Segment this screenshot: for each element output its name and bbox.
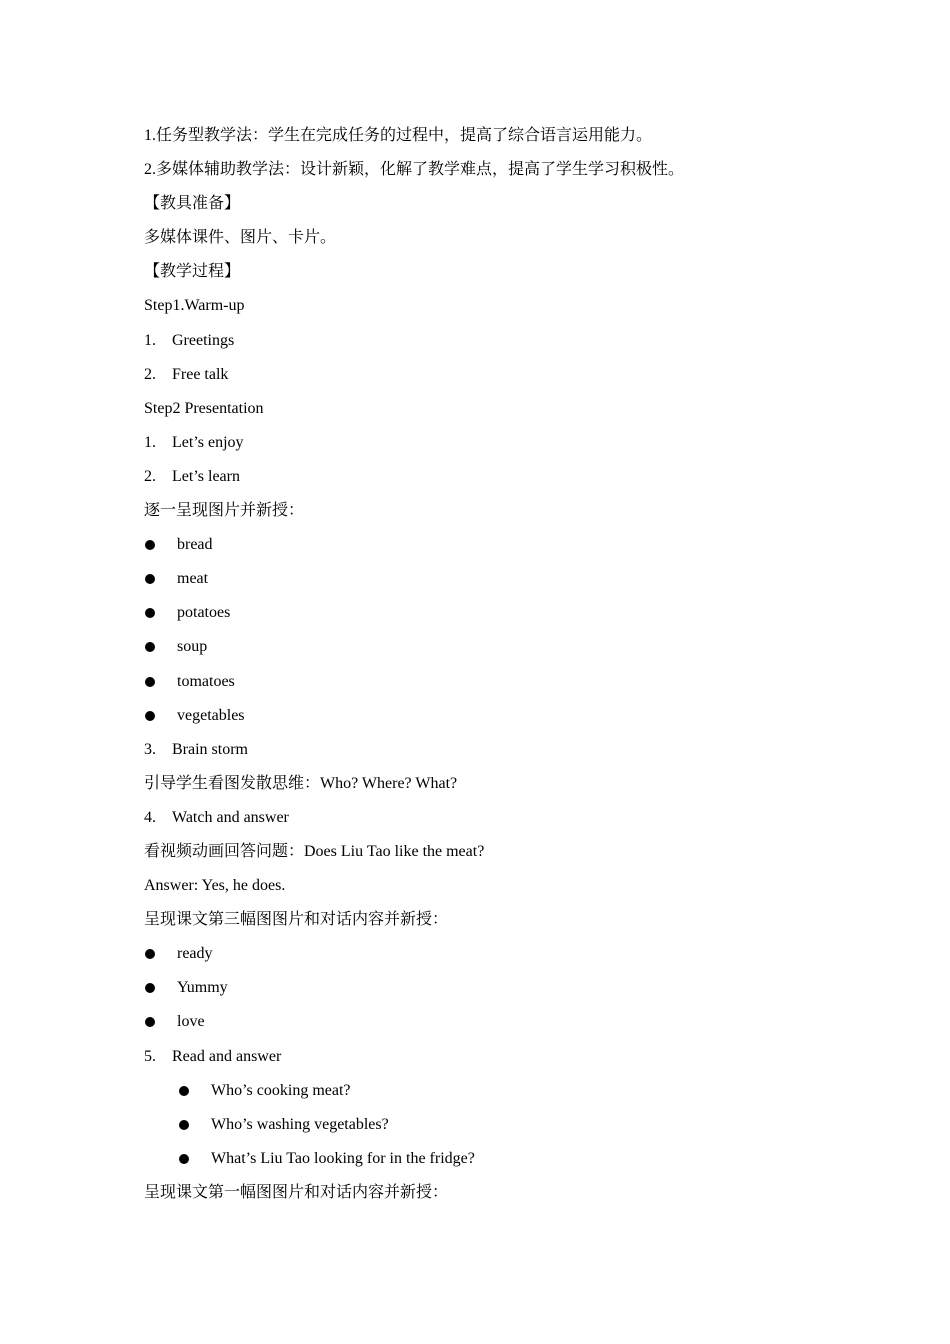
bullet-icon — [179, 1086, 189, 1096]
step2-item-watch — [144, 806, 824, 840]
word-bullet-item — [144, 976, 824, 1010]
item-number: 3. — [144, 740, 156, 758]
item-number: 1. — [144, 331, 156, 349]
question-bullet-item — [144, 1079, 824, 1113]
question-bullet-item — [144, 1147, 824, 1181]
word-bullet-item — [144, 533, 824, 567]
step2-item-brain-storm — [144, 738, 824, 772]
bullet-icon — [179, 1154, 189, 1164]
item-number: 2. — [144, 467, 156, 485]
word-text: bread — [177, 536, 213, 554]
step1-title: Step1.Warm-up — [144, 297, 245, 315]
bullet-icon — [145, 677, 155, 687]
bullet-icon — [145, 608, 155, 618]
watch-answer: Answer: Yes, he does. — [144, 877, 286, 895]
bullet-icon — [145, 949, 155, 959]
question-text: What’s Liu Tao looking for in the fridge? — [211, 1149, 475, 1167]
word-text: potatoes — [177, 604, 231, 622]
bullet-icon — [145, 1017, 155, 1027]
item-text: Free talk — [172, 365, 229, 383]
word-bullet-item — [144, 635, 824, 669]
item-number: 1. — [144, 433, 156, 451]
item-text: Greetings — [172, 331, 235, 349]
tools-text: 多媒体课件、图片、卡片。 — [144, 229, 337, 247]
process-heading: 【教学过程】 — [144, 263, 241, 281]
step2-item-enjoy — [144, 431, 824, 465]
brain-storm-note: 引导学生看图发散思维：Who? Where? What? — [144, 774, 458, 792]
word-text: tomatoes — [177, 672, 235, 690]
words-intro: 逐一呈现图片并新授： — [144, 502, 305, 520]
item-text: Let’s enjoy — [172, 433, 244, 451]
tools-heading: 【教具准备】 — [144, 195, 241, 213]
word-text: love — [177, 1013, 205, 1031]
word-bullet-item — [144, 942, 824, 976]
item-number: 2. — [144, 365, 156, 383]
bullet-icon — [145, 574, 155, 584]
step2-item-read — [144, 1045, 824, 1079]
item-text: Read and answer — [172, 1047, 282, 1065]
lesson-plan-body — [144, 124, 824, 1215]
bullet-icon — [179, 1120, 189, 1130]
word-bullet-item — [144, 601, 824, 635]
bullet-icon — [145, 983, 155, 993]
question-text: Who’s washing vegetables? — [211, 1115, 389, 1133]
picture3-intro: 呈现课文第三幅图图片和对话内容并新授： — [144, 911, 449, 929]
step1-item-greetings — [144, 329, 824, 363]
word-text: Yummy — [177, 979, 228, 997]
item-number: 4. — [144, 808, 156, 826]
step2-title: Step2 Presentation — [144, 399, 264, 417]
picture1-intro: 呈现课文第一幅图图片和对话内容并新授： — [144, 1183, 449, 1201]
bullet-icon — [145, 711, 155, 721]
item-text: Brain storm — [172, 740, 248, 758]
word-text: soup — [177, 638, 208, 656]
word-bullet-item — [144, 1010, 824, 1044]
step1-item-free-talk — [144, 363, 824, 397]
word-bullet-item — [144, 704, 824, 738]
bullet-icon — [145, 540, 155, 550]
item-text: Let’s learn — [172, 467, 240, 485]
word-text: meat — [177, 570, 209, 588]
method-line-1: 1.任务型教学法：学生在完成任务的过程中，提高了综合语言运用能力。 — [144, 127, 653, 144]
question-bullet-item — [144, 1113, 824, 1147]
word-text: vegetables — [177, 706, 245, 724]
step2-item-learn — [144, 465, 824, 499]
word-text: ready — [177, 945, 213, 963]
watch-question: 看视频动画回答问题：Does Liu Tao like the meat? — [144, 842, 485, 860]
method-line-2: 2.多媒体辅助教学法：设计新颖，化解了教学难点，提高了学生学习积极性。 — [144, 161, 685, 179]
word-bullet-item — [144, 670, 824, 704]
question-text: Who’s cooking meat? — [211, 1081, 351, 1099]
item-number: 5. — [144, 1047, 156, 1065]
item-text: Watch and answer — [172, 808, 289, 826]
bullet-icon — [145, 642, 155, 652]
word-bullet-item — [144, 567, 824, 601]
